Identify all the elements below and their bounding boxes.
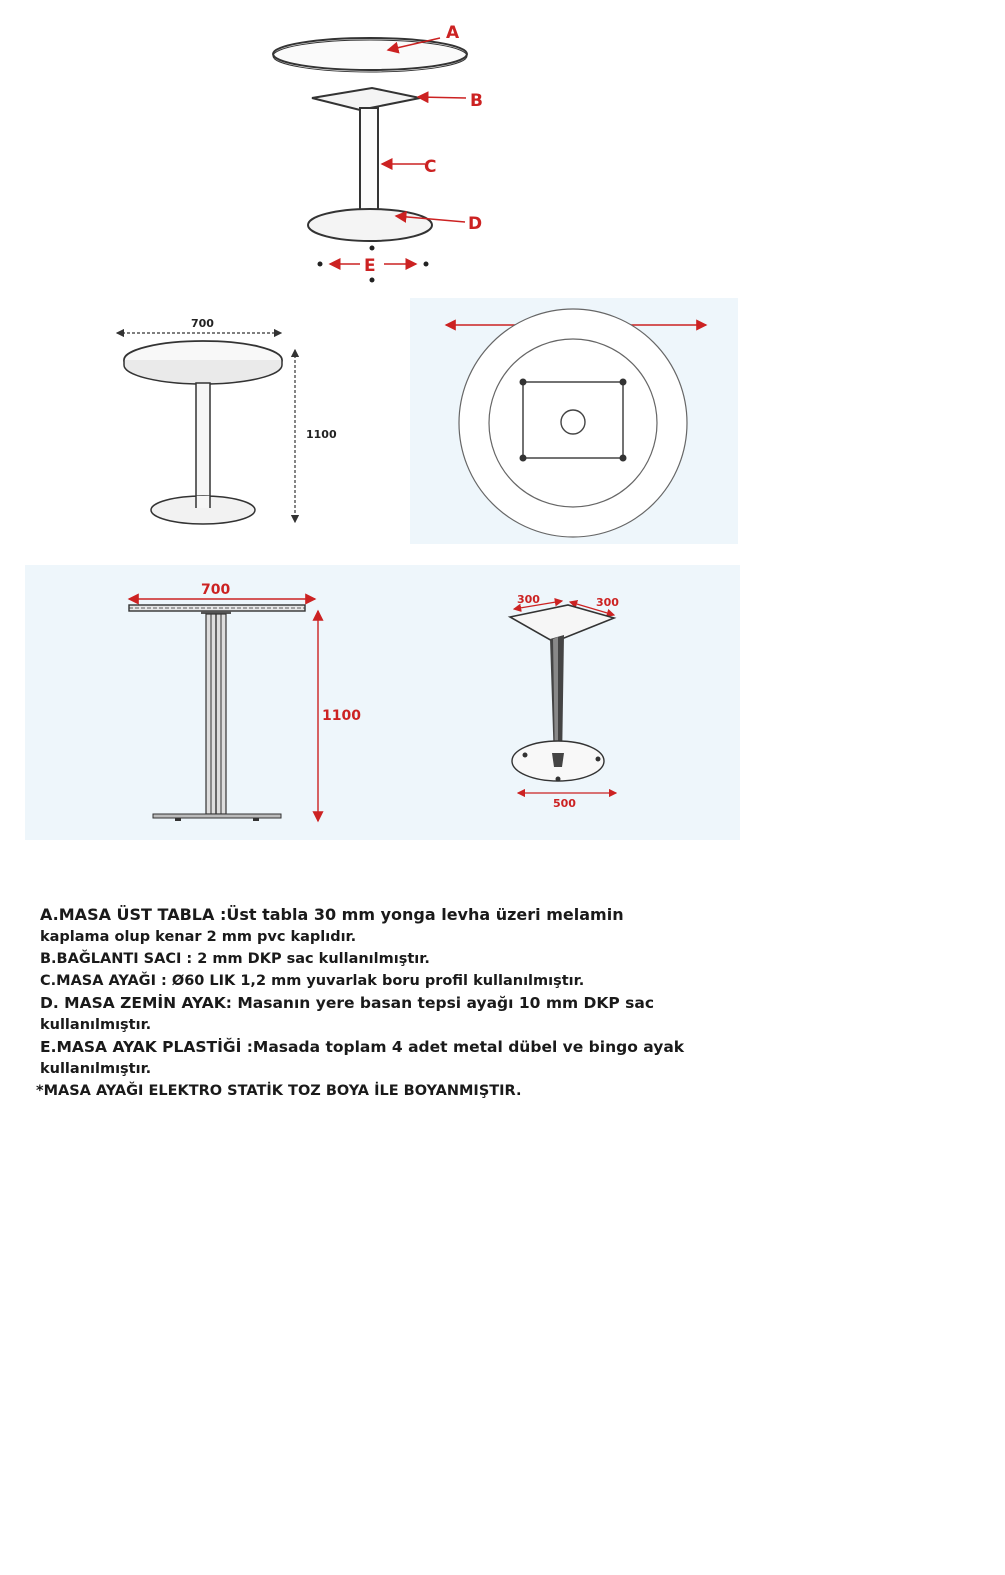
connection-plate-part [312, 88, 420, 110]
label-e: E [364, 256, 376, 276]
leg-plate-d-label: 300 [596, 596, 619, 609]
leg-base-label: 500 [553, 797, 576, 810]
spec-note: *MASA AYAĞI ELEKTRO STATİK TOZ BOYA İLE BOYANMIŞTIR. [36, 1083, 522, 1099]
spec-d-line1: D. MASA ZEMİN AYAK: Masanın yere basan tepsi ayağı 10 mm DKP sac [40, 994, 655, 1012]
spec-c-line: C.MASA AYAĞI : Ø60 LIK 1,2 mm yuvarlak boru profil kullanılmıştır. [40, 973, 585, 989]
label-c: C [424, 157, 437, 177]
label-b: B [470, 91, 483, 111]
spec-d-line2: kullanılmıştır. [40, 1017, 152, 1033]
spec-e-line2: kullanılmıştır. [40, 1061, 152, 1077]
spec-a-line2: kaplama olup kenar 2 mm pvc kaplıdır. [40, 929, 357, 945]
spec-b-line: B.BAĞLANTI SACI : 2 mm DKP sac kullanılmıştır. [40, 951, 430, 967]
leg-view [490, 585, 650, 815]
section-height-label: 1100 [322, 708, 361, 724]
label-a: A [446, 23, 460, 43]
front-height-label: 1100 [306, 428, 337, 441]
front-view [105, 310, 345, 535]
top-view [410, 298, 738, 544]
spec-e-line1: E.MASA AYAK PLASTİĞİ :Masada toplam 4 adet metal dübel ve bingo ayak [40, 1038, 685, 1056]
section-width-label: 700 [201, 582, 231, 598]
spec-list [36, 904, 760, 1102]
table-top-part [273, 38, 467, 70]
section-view [25, 565, 385, 840]
spec-a-line1: A.MASA ÜST TABLA :Üst tabla 30 mm yonga levha üzeri melamin [40, 905, 624, 924]
label-d: D [468, 214, 483, 234]
leg-plate-w-label: 300 [517, 593, 540, 606]
base-plate-part [308, 209, 432, 241]
front-width-label: 700 [191, 317, 214, 330]
exploded-view [250, 20, 510, 290]
